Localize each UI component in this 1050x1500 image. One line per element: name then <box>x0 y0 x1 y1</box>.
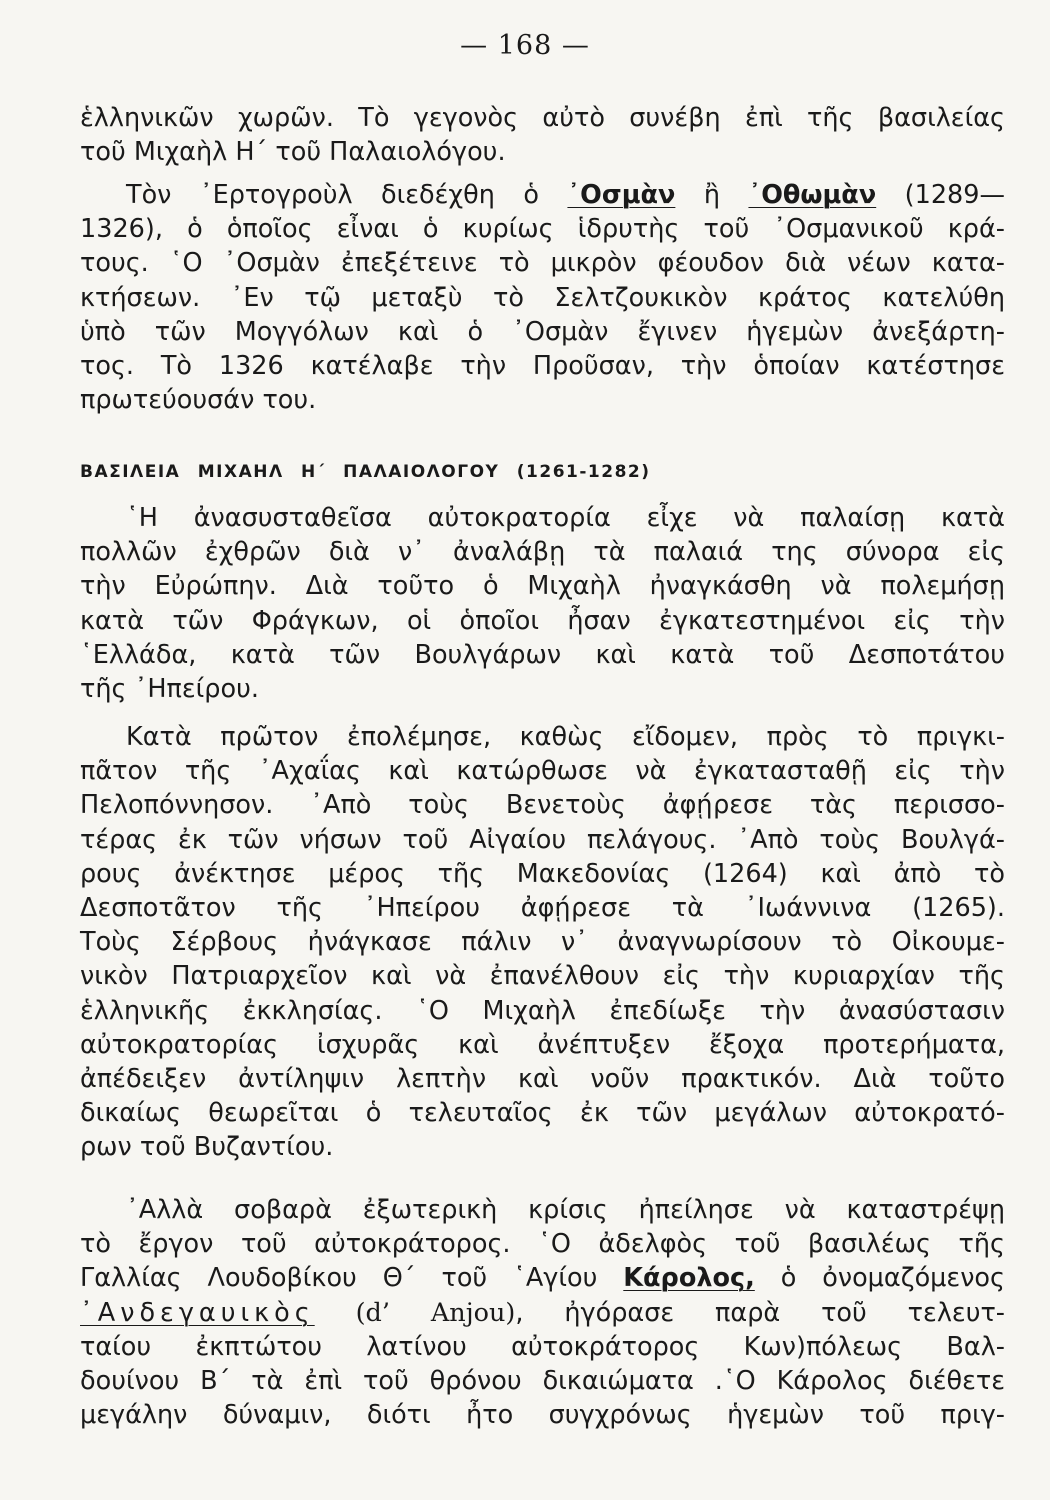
text-line: ρους ἀνέκτησε μέρος τῆς Μακεδονίας (1264) καὶ ἀπὸ τὸ <box>80 858 1005 889</box>
text-line: ἑλληνικῶν χωρῶν. Τὸ γεγονὸς αὐτὸ συνέβη ἐπὶ τῆς βασιλείας <box>80 103 1005 133</box>
text-line: ὑπὸ τῶν Μογγόλων καὶ ὁ ᾿Οσμὰν ἔγινεν ἡγεμὼν ἀνεξάρτη- <box>80 316 1005 347</box>
text-line: 1326), ὁ ὁποῖος εἶναι ὁ κυρίως ἱδρυτὴς τοῦ ᾿Οσμανικοῦ κρά- <box>80 214 1005 245</box>
text-line: τὴν Εὐρώπην. Διὰ τοῦτο ὁ Μιχαὴλ ἠναγκάσθη νὰ πολεμήσῃ <box>80 571 1005 602</box>
text-span: (1289— <box>876 180 1005 210</box>
text-line: δουίνου Β΄ τὰ ἐπὶ τοῦ θρόνου δικαιώματα .῾Ο Κάρολος διέθετε <box>80 1365 1005 1396</box>
text-line: Κατὰ πρῶτον ἐπολέμησε, καθὼς εἴδομεν, πρὸς τὸ πριγκι- <box>126 722 1005 752</box>
text-line: αὐτοκρατορίας ἰσχυρᾶς καὶ ἀνέπτυξεν ἔξοχα προτερήματα, <box>80 1029 1005 1060</box>
emphasis-anjou-name: ᾿Ανδεγαυικὸς <box>80 1297 315 1328</box>
text-line <box>80 1296 1005 1330</box>
text-line: νικὸν Πατριαρχεῖον καὶ νὰ ἐπανέλθουν εἰς τὴν κυριαρχίαν τῆς <box>80 961 1005 992</box>
text-line: ἑλληνικῆς ἐκκλησίας. ῾Ο Μιχαὴλ ἐπεδίωξε τὴν ἀνασύστασιν <box>80 995 1005 1026</box>
text-span: Γαλλίας Λουδοβίκου Θ΄ τοῦ ῾Αγίου <box>80 1263 624 1294</box>
text-line: κατὰ τῶν Φράγκων, οἱ ὁποῖοι ἦσαν ἐγκατεστημένοι εἰς τὴν <box>80 605 1005 636</box>
emphasis-osman: ᾿Οσμὰν <box>567 180 676 210</box>
text-line: ᾿Αλλὰ σοβαρὰ ἐξωτερικὴ κρίσις ἠπείλησε νὰ καταστρέψῃ <box>126 1195 1005 1225</box>
text-line: ρων τοῦ Βυζαντίου. <box>80 1132 334 1163</box>
text-span: ὁ ὀνομαζόμενος <box>754 1263 1006 1294</box>
text-span: Τὸν ᾿Ερτογροὺλ διεδέχθη ὁ <box>126 180 568 210</box>
text-line: τῆς ᾿Ηπείρου. <box>80 673 259 704</box>
text-line <box>80 178 1005 212</box>
emphasis-othoman: ᾿Οθωμὰν <box>748 180 877 210</box>
text-line: τος. Τὸ 1326 κατέλαβε τὴν Προῦσαν, τὴν ὁποίαν κατέστησε <box>80 350 1005 381</box>
text-line: δικαίως θεωρεῖται ὁ τελευταῖος ἐκ τῶν μεγάλων αὐτοκρατό- <box>80 1098 1005 1129</box>
text-line: ῾Η ἀνασυσταθεῖσα αὐτοκρατορία εἶχε νὰ παλαίσῃ κατὰ <box>126 503 1005 533</box>
text-span: , ἠγόρασε παρὰ τοῦ τελευτ- <box>515 1297 1005 1328</box>
text-line: Δεσποτᾶτον τῆς ᾿Ηπείρου ἀφῄρεσε τὰ ᾿Ιωάννινα (1265). <box>80 892 1005 923</box>
text-line: πᾶτον τῆς ᾿Αχαΐας καὶ κατώρθωσε νὰ ἐγκατασταθῇ εἰς τὴν <box>80 756 1005 787</box>
text-line: τους. ῾Ο ᾿Οσμὰν ἐπεξέτεινε τὸ μικρὸν φέουδον διὰ νέων κατα- <box>80 248 1005 279</box>
text-line: τοῦ Μιχαὴλ Η΄ τοῦ Παλαιολόγου. <box>80 137 506 168</box>
text-line: ταίου ἐκπτώτου λατίνου αὐτοκράτορος Κων)πόλεως Βαλ- <box>80 1331 1005 1362</box>
text-span: ἢ <box>675 180 749 210</box>
text-line: μεγάλην δύναμιν, διότι ἦτο συγχρόνως ἡγεμὼν τοῦ πριγ- <box>80 1400 1005 1431</box>
text-line: κτήσεων. ᾿Εν τῷ μεταξὺ τὸ Σελτζουκικὸν κράτος κατελύθη <box>80 282 1005 313</box>
text-line: Τοὺς Σέρβους ἠνάγκασε πάλιν ν᾿ ἀναγνωρίσουν τὸ Οἰκουμε- <box>80 927 1005 958</box>
paragraph-osman <box>80 178 1005 417</box>
text-line: πρωτεύουσάν του. <box>80 385 317 416</box>
text-line: τέρας ἐκ τῶν νήσων τοῦ Αἰγαίου πελάγους. ᾿Απὸ τοὺς Βουλγά- <box>80 824 1005 855</box>
page-number: — 168 — <box>460 30 590 61</box>
paragraph-empire <box>80 501 1005 706</box>
text-line: ἀπέδειξεν ἀντίληψιν λεπτὴν καὶ νοῦν πρακτικόν. Διὰ τοῦτο <box>80 1063 1005 1094</box>
text-line: ῾Ελλάδα, κατὰ τῶν Βουλγάρων καὶ κατὰ τοῦ Δεσποτάτου <box>80 639 1005 670</box>
text-line: πολλῶν ἐχθρῶν διὰ ν᾿ ἀναλάβῃ τὰ παλαιά της σύνορα εἰς <box>80 537 1005 568</box>
text-span-anjou: (d’ Anjou) <box>314 1297 516 1328</box>
text-line <box>80 1261 1005 1295</box>
paragraph-wars <box>80 720 1005 1164</box>
section-heading: ΒΑΣΙΛΕΙΑ ΜΙΧΑΗΛ Η΄ ΠΑΛΑΙΟΛΟΓΟΥ (1261-1282) <box>80 462 651 482</box>
emphasis-charles: Κάρολος, <box>623 1263 755 1294</box>
text-line: Πελοπόννησον. ᾿Απὸ τοὺς Βενετοὺς ἀφῄρεσε τὰς περισσο- <box>80 790 1005 821</box>
paragraph-continuation <box>80 101 1005 169</box>
text-line: τὸ ἔργον τοῦ αὐτοκράτορος. ῾Ο ἀδελφὸς τοῦ βασιλέως τῆς <box>80 1229 1005 1260</box>
paragraph-charles <box>80 1193 1005 1432</box>
